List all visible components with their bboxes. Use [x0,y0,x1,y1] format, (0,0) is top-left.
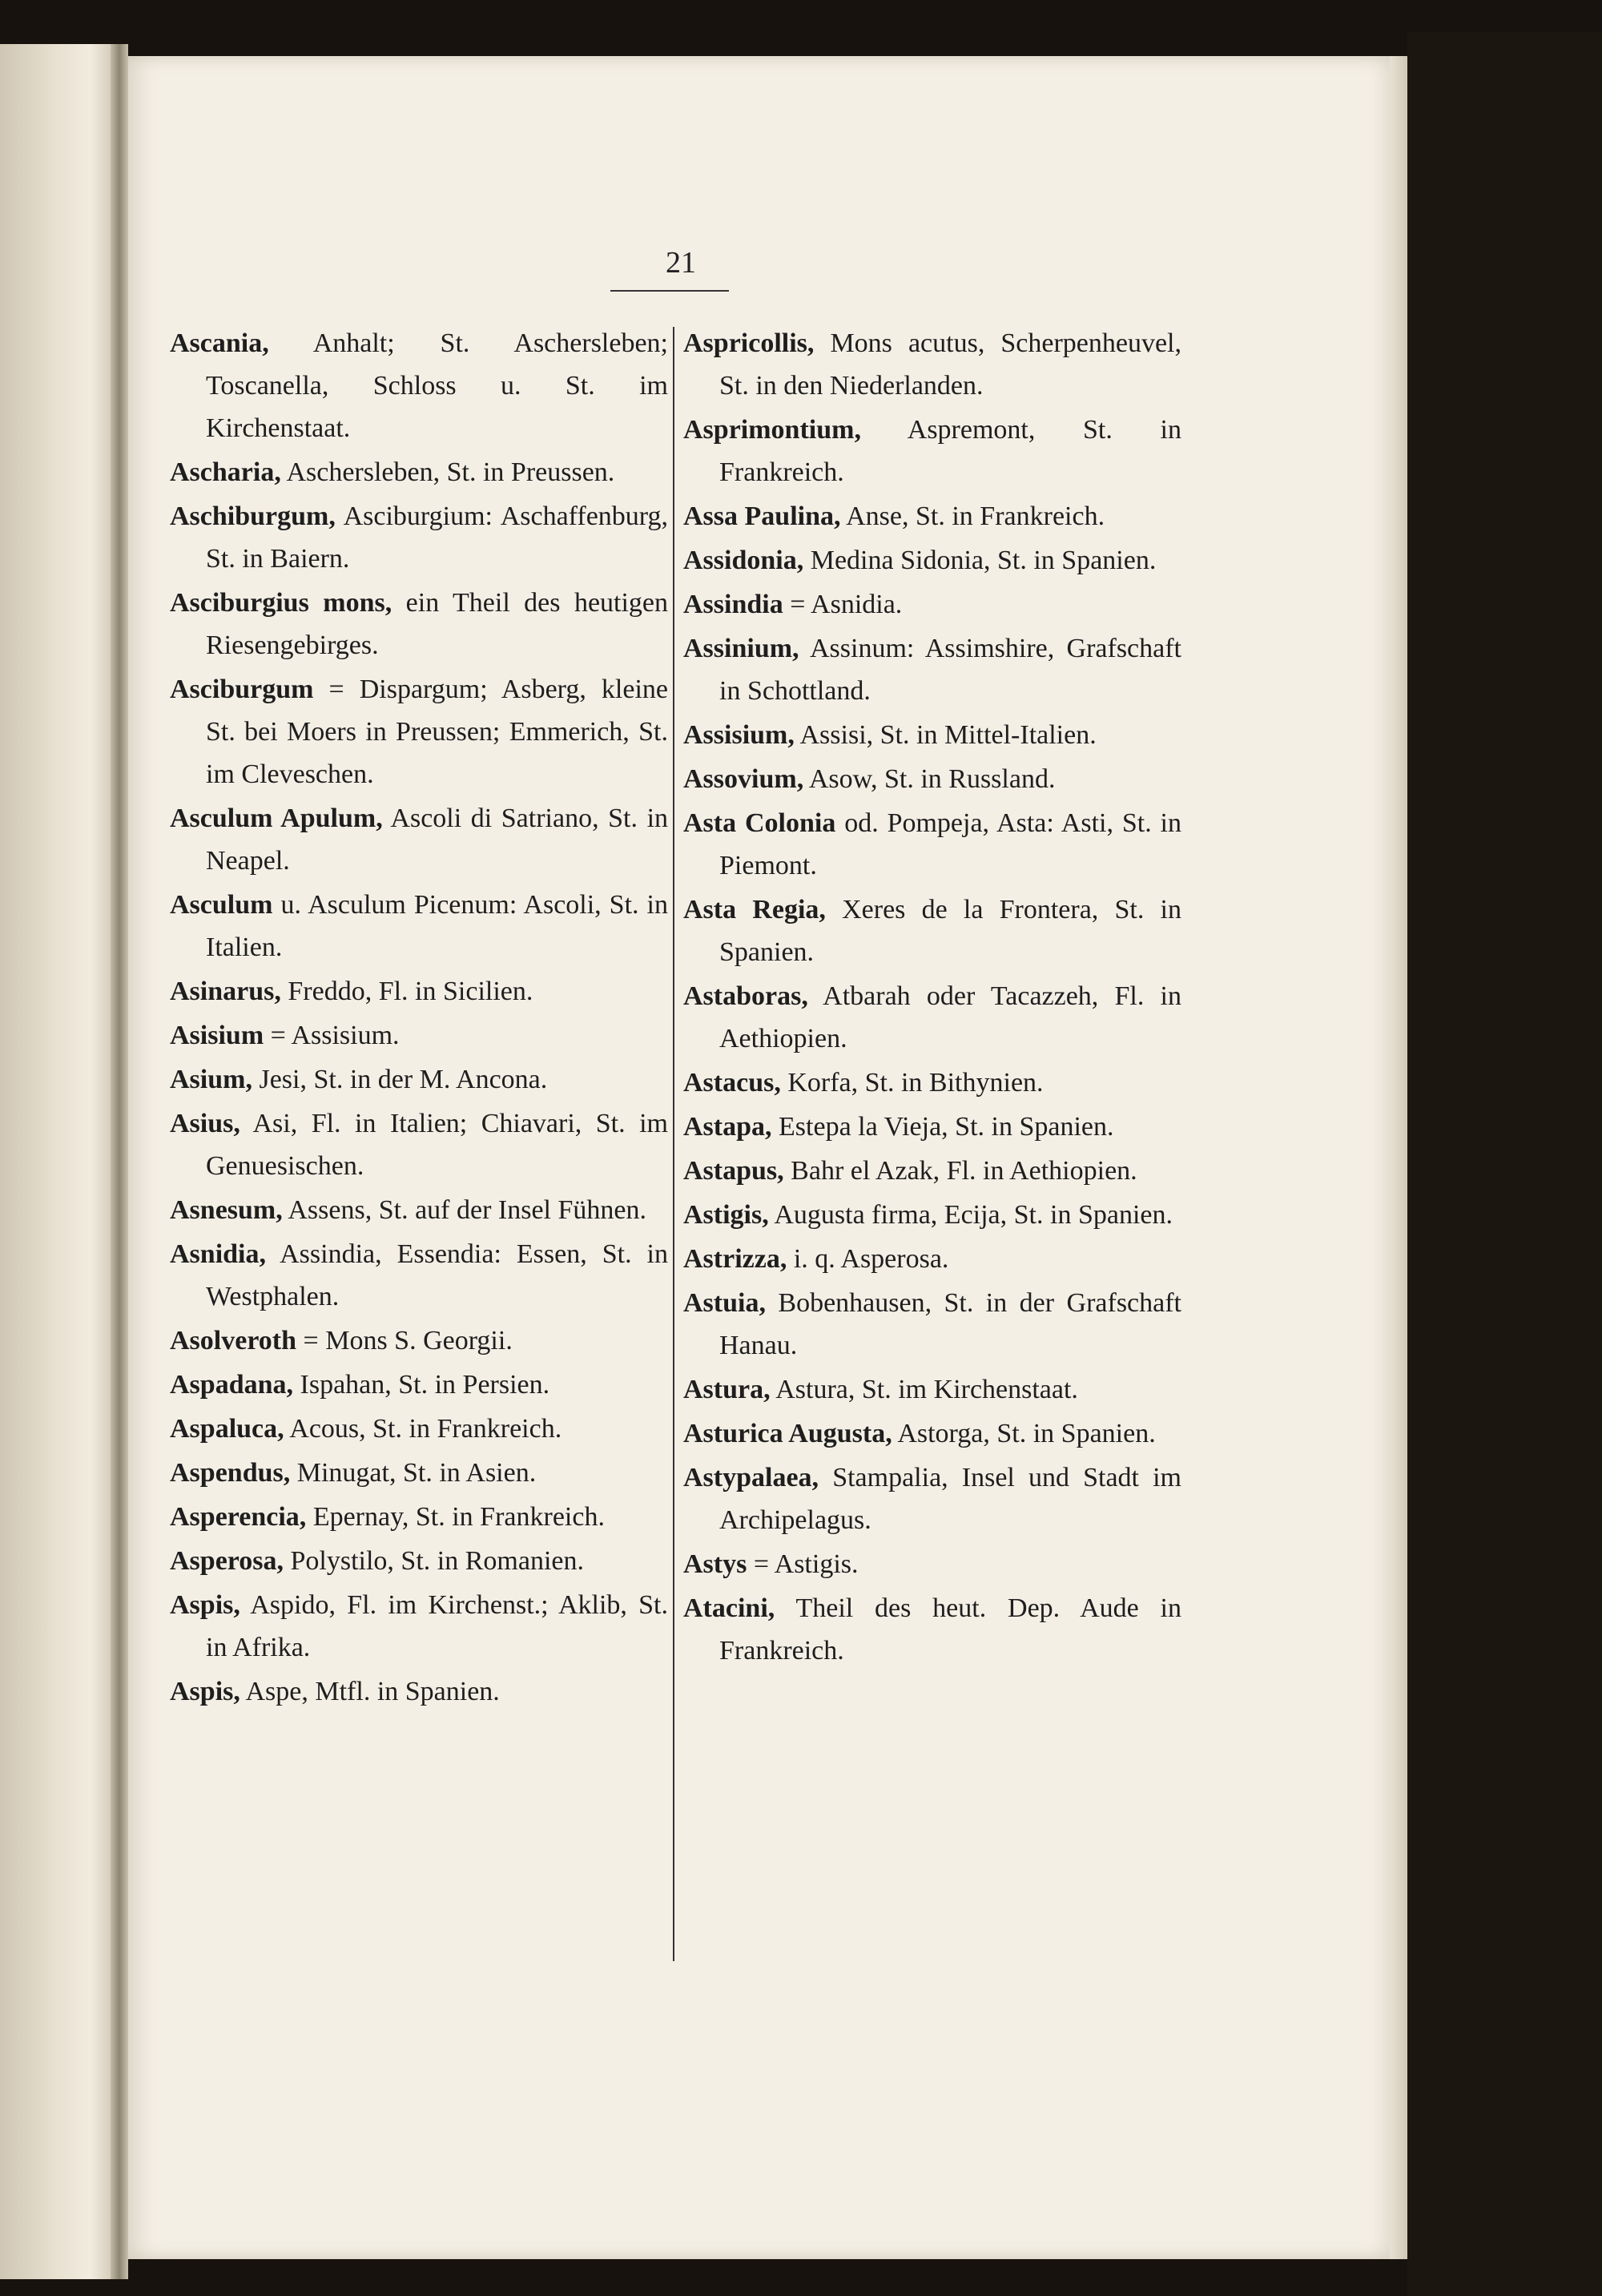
dictionary-entry [683,322,1181,407]
dictionary-entry [170,1540,668,1582]
entry-definition: = Dispargum; Asberg, kleine St. bei Moers in Preussen; Emmerich, St. im Cleveschen. [206,675,669,789]
entry-definition: Astorga, St. in Spanien. [897,1419,1156,1448]
entry-term: Asta Regia, [683,895,826,924]
dictionary-entry [683,409,1181,493]
left-column [170,322,668,1714]
dictionary-entry [170,970,668,1013]
entry-term: Astapus, [683,1156,784,1186]
entry-definition: Estepa la Vieja, St. in Spanien. [779,1112,1114,1142]
dictionary-entry [170,1233,668,1318]
dictionary-entry [683,758,1181,800]
entry-definition: Stampalia, Insel und Stadt im Archipelagus. [719,1463,1182,1535]
book-cover [1407,32,1602,2296]
entry-definition: Aspe, Mtfl. in Spanien. [245,1677,500,1706]
entry-definition: Assisi, St. in Mittel-Italien. [799,720,1097,750]
entry-term: Aspricollis, [683,328,815,358]
entry-definition: Astura, St. im Kirchenstaat. [775,1375,1078,1404]
entry-definition: Freddo, Fl. in Sicilien. [288,977,533,1006]
dictionary-entry [170,1496,668,1538]
entry-definition: = Mons S. Georgii. [303,1326,513,1355]
entry-term: Astaboras, [683,981,808,1011]
entry-term: Asculum Apulum, [170,804,383,833]
dictionary-entry [170,797,668,882]
entry-term: Atacini, [683,1593,775,1623]
entry-definition: = Astigis. [753,1549,859,1579]
dictionary-entry [170,451,668,493]
dictionary-entry [170,322,668,449]
entry-definition: Anhalt; St. Aschersleben; Toscanella, Schloss u. St. im Kirchenstaat. [206,328,668,443]
entry-definition: = Assisium. [270,1021,400,1050]
entry-definition: Assens, St. auf der Insel Fühnen. [288,1195,646,1225]
entry-term: Assinium, [683,634,799,663]
entry-term: Asciburgum [170,675,314,704]
dictionary-entry [683,1587,1181,1672]
entry-definition: Anse, St. in Frankreich. [846,501,1105,531]
dictionary-entry [683,714,1181,756]
dictionary-entry [683,1456,1181,1541]
entry-term: Assindia [683,590,783,619]
dictionary-entry [170,668,668,796]
dictionary-entry [170,582,668,667]
right-column [683,322,1181,1674]
dictionary-entry [683,1194,1181,1236]
dictionary-entry [170,1364,668,1406]
entry-term: Astacus, [683,1068,781,1098]
entry-term: Aspis, [170,1590,240,1620]
entry-definition: Minugat, St. in Asien. [296,1458,537,1488]
dictionary-entry [170,495,668,580]
entry-definition: Assinum: Assimshire, Grafschaft in Schottland. [719,634,1182,706]
entry-definition: Aspido, Fl. im Kirchenst.; Aklib, St. in Afrika. [206,1590,668,1662]
entry-term: Aspadana, [170,1370,294,1400]
dictionary-entry [683,1061,1181,1104]
entry-definition: ein Theil des heutigen Riesengebirges. [206,588,669,660]
entry-definition: Bahr el Azak, Fl. in Aethiopien. [791,1156,1137,1186]
entry-term: Aschiburgum, [170,501,336,531]
entry-term: Aspis, [170,1677,240,1706]
entry-term: Ascania, [170,328,269,358]
entry-term: Asium, [170,1065,252,1094]
entry-definition: Jesi, St. in der M. Ancona. [259,1065,548,1094]
dictionary-entry [170,1319,668,1362]
entry-definition: od. Pompeja, Asta: Asti, St. in Piemont. [719,808,1182,880]
entry-term: Astigis, [683,1200,769,1230]
entry-term: Asisium [170,1021,264,1050]
dictionary-entry [683,1282,1181,1367]
dictionary-entry [683,1238,1181,1280]
dictionary-entry [170,884,668,969]
dictionary-entry [683,627,1181,712]
entry-definition: i. q. Asperosa. [793,1244,949,1274]
dictionary-entry [170,1452,668,1494]
entry-definition: Aspremont, St. in Frankreich. [719,415,1181,487]
dictionary-entry [683,495,1181,538]
dictionary-entry [170,1408,668,1450]
entry-term: Asperosa, [170,1546,284,1576]
dictionary-entry [683,1543,1181,1585]
entry-term: Assa Paulina, [683,501,841,531]
dictionary-entry [170,1058,668,1101]
entry-term: Aspendus, [170,1458,291,1488]
entry-definition: Ascoli di Satriano, St. in Neapel. [206,804,669,876]
entry-term: Asciburgius mons, [170,588,392,618]
page-number: 21 [666,246,696,280]
entry-definition: Medina Sidonia, St. in Spanien. [810,546,1157,575]
dictionary-entry [683,1150,1181,1192]
entry-term: Asinarus, [170,977,281,1006]
entry-definition: Bobenhausen, St. in der Grafschaft Hanau. [719,1288,1181,1360]
entry-definition: Theil des heut. Dep. Aude in Frankreich. [719,1593,1181,1666]
entry-term: Asius, [170,1109,240,1138]
entry-term: Astys [683,1549,747,1579]
column-divider [673,327,674,1961]
entry-term: Asnesum, [170,1195,283,1225]
dictionary-entry [683,1368,1181,1411]
dictionary-entry [170,1670,668,1713]
entry-term: Ascharia, [170,457,281,487]
entry-term: Asturica Augusta, [683,1419,892,1448]
dictionary-entry [683,1412,1181,1455]
entry-term: Asculum [170,890,273,920]
entry-definition: Asciburgium: Aschaffenburg, St. in Baiern. [206,501,668,574]
entry-term: Astura, [683,1375,771,1404]
entry-term: Assisium, [683,720,795,750]
entry-definition: Mons acutus, Scherpenheuvel, St. in den Niederlanden. [719,328,1181,401]
book-gutter [111,44,128,2279]
entry-definition: Asi, Fl. in Italien; Chiavari, St. im Genuesischen. [206,1109,668,1181]
entry-term: Asprimontium, [683,415,861,445]
dictionary-entry [170,1102,668,1187]
entry-definition: Ispahan, St. in Persien. [300,1370,550,1400]
dictionary-entry [683,975,1181,1060]
dictionary-entry [170,1189,668,1231]
entry-term: Asnidia, [170,1239,266,1269]
dictionary-entry [170,1584,668,1669]
entry-definition: u. Asculum Picenum: Ascoli, St. in Italien. [206,890,668,962]
dictionary-entry [170,1014,668,1057]
header-rule [610,290,729,292]
entry-definition: Aschersleben, St. in Preussen. [286,457,615,487]
entry-definition: Acous, St. in Frankreich. [289,1414,562,1444]
dictionary-entry [683,583,1181,626]
entry-term: Asolveroth [170,1326,297,1355]
entry-definition: Atbarah oder Tacazzeh, Fl. in Aethiopien. [719,981,1182,1053]
page-stack-edge [1390,56,1407,2259]
entry-definition: Augusta firma, Ecija, St. in Spanien. [774,1200,1173,1230]
entry-definition: Epernay, St. in Frankreich. [312,1502,605,1532]
entry-term: Assidonia, [683,546,804,575]
entry-term: Astuia, [683,1288,766,1318]
dictionary-entry [683,1106,1181,1148]
entry-term: Astypalaea, [683,1463,819,1492]
entry-term: Asta Colonia [683,808,836,838]
entry-definition: Xeres de la Frontera, St. in Spanien. [719,895,1182,967]
dictionary-entry [683,802,1181,887]
entry-definition: Polystilo, St. in Romanien. [290,1546,584,1576]
facing-page-edge [0,44,120,2279]
entry-term: Aspaluca, [170,1414,284,1444]
entry-definition: Asow, St. in Russland. [808,764,1056,794]
entry-term: Astapa, [683,1112,772,1142]
dictionary-entry [683,539,1181,582]
entry-definition: = Asnidia. [790,590,903,619]
dictionary-entry [683,888,1181,973]
entry-definition: Assindia, Essendia: Essen, St. in Westphalen. [206,1239,669,1311]
entry-definition: Korfa, St. in Bithynien. [787,1068,1044,1098]
entry-term: Assovium, [683,764,804,794]
entry-term: Astrizza, [683,1244,787,1274]
entry-term: Asperencia, [170,1502,307,1532]
